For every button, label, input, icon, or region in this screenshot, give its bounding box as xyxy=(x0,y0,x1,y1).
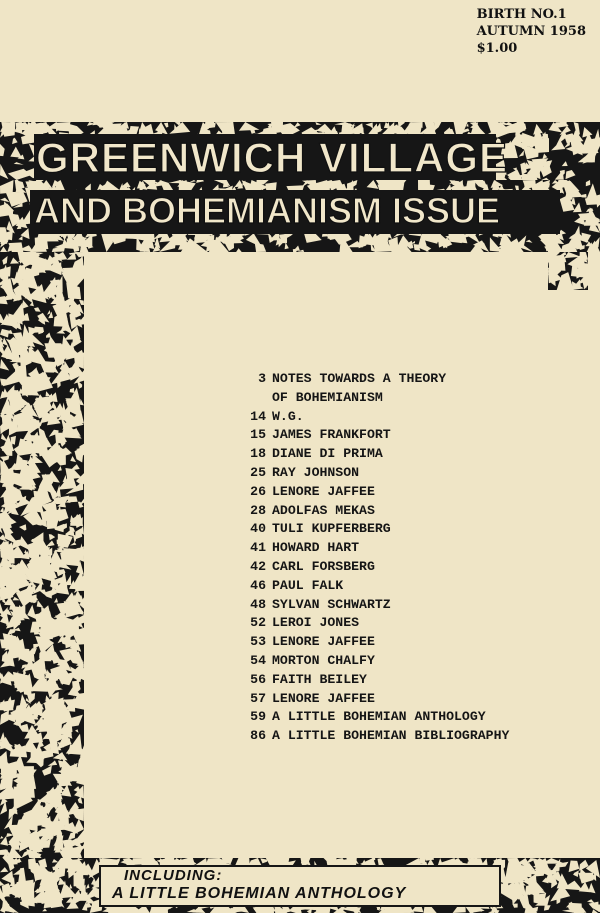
toc-entry-title: LENORE JAFFEE xyxy=(272,634,375,650)
issue-price: $1.00 xyxy=(476,41,518,56)
toc-entry-title: PAUL FALK xyxy=(272,577,344,593)
toc-page-number: 53 xyxy=(250,634,266,650)
banner-including: INCLUDING: xyxy=(124,867,223,884)
toc-entry xyxy=(232,614,360,633)
toc-page-number: 26 xyxy=(250,483,266,499)
toc-page-number: 48 xyxy=(250,596,266,612)
toc-entry xyxy=(232,671,367,690)
toc-page-number: 40 xyxy=(250,521,266,537)
toc-entry xyxy=(232,483,375,502)
toc-entry-title: DIANE DI PRIMA xyxy=(272,446,383,462)
toc-page-number: 57 xyxy=(250,690,266,706)
cover-title-line-2: AND BOHEMIANISM ISSUE xyxy=(34,190,501,231)
toc-entry-title: LENORE JAFFEE xyxy=(272,690,375,706)
table-of-contents xyxy=(232,370,510,746)
toc-entry-title: LEROI JONES xyxy=(272,615,360,631)
toc-entry xyxy=(232,464,360,483)
toc-page-number: 41 xyxy=(250,540,266,556)
toc-entry-continuation xyxy=(232,389,383,408)
toc-entry-title: FAITH BEILEY xyxy=(272,671,367,687)
bottom-banner xyxy=(84,867,534,913)
toc-page-number: 3 xyxy=(258,371,266,386)
toc-entry-title: RAY JOHNSON xyxy=(272,464,360,480)
toc-entry-title: NOTES TOWARDS A THEORY xyxy=(272,371,447,386)
issue-season: AUTUMN 1958 xyxy=(476,24,586,39)
toc-entry-title: LENORE JAFFEE xyxy=(272,483,375,499)
toc-entry xyxy=(232,520,391,539)
toc-page-number: 52 xyxy=(250,615,266,631)
toc-entry xyxy=(232,426,391,445)
toc-entry xyxy=(232,690,375,709)
toc-page-number: 28 xyxy=(250,502,266,518)
toc-page-number: 25 xyxy=(250,464,266,480)
toc-entry xyxy=(232,558,375,577)
toc-entry-title: TULI KUPFERBERG xyxy=(272,521,391,537)
toc-entry xyxy=(232,633,375,652)
toc-entry xyxy=(232,708,486,727)
toc-entry xyxy=(232,539,360,558)
toc-entry xyxy=(232,408,304,427)
toc-page-number: 15 xyxy=(250,427,266,443)
cover-title-line-1: GREENWICH VILLAGE xyxy=(36,134,509,181)
toc-entry-title: HOWARD HART xyxy=(272,540,360,556)
toc-page-number: 54 xyxy=(250,652,266,668)
toc-page-number: 42 xyxy=(250,558,266,574)
toc-entry-title: MORTON CHALFY xyxy=(272,652,375,668)
toc-entry xyxy=(232,502,375,521)
toc-entry-title: JAMES FRANKFORT xyxy=(272,427,391,443)
toc-entry-title: W.G. xyxy=(272,408,304,424)
toc-page-number: 18 xyxy=(250,446,266,462)
toc-page-number: 59 xyxy=(250,709,266,725)
toc-page-number: 14 xyxy=(250,408,266,424)
toc-entry-title: SYLVAN SCHWARTZ xyxy=(272,596,391,612)
issue-info xyxy=(477,6,586,57)
toc-entry-title: A LITTLE BOHEMIAN ANTHOLOGY xyxy=(272,709,486,725)
toc-page-number: 86 xyxy=(250,728,266,744)
mosaic-shard xyxy=(548,255,565,271)
toc-entry xyxy=(232,445,383,464)
toc-entry xyxy=(232,370,447,389)
toc-entry-title: ADOLFAS MEKAS xyxy=(272,502,375,518)
banner-anthology: A LITTLE BOHEMIAN ANTHOLOGY xyxy=(112,885,407,902)
toc-entry xyxy=(232,577,344,596)
mosaic-shard xyxy=(57,122,70,131)
toc-entry xyxy=(232,596,391,615)
toc-entry-title: CARL FORSBERG xyxy=(272,558,375,574)
toc-page-number: 56 xyxy=(250,671,266,687)
toc-entry-title-continued: OF BOHEMIANISM xyxy=(272,389,383,405)
toc-entry xyxy=(232,652,375,671)
toc-entry-title: A LITTLE BOHEMIAN BIBLIOGRAPHY xyxy=(272,728,510,744)
toc-page-number: 46 xyxy=(250,577,266,593)
issue-number: BIRTH NO.1 xyxy=(476,7,567,22)
toc-entry xyxy=(232,727,510,746)
